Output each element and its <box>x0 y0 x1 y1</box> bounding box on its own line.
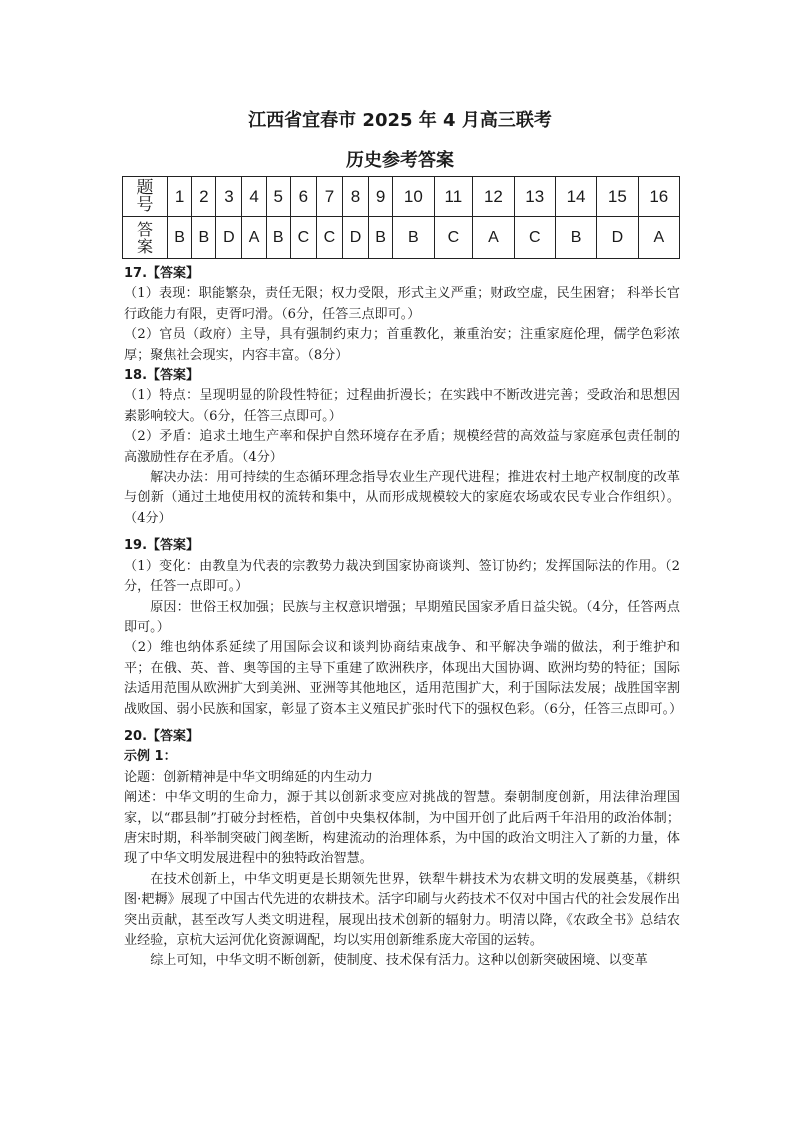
answer-cell: B <box>555 217 596 259</box>
question-number-cell: 1 <box>168 177 192 217</box>
answer-cell: B <box>369 217 393 259</box>
question-number-cell: 7 <box>316 177 342 217</box>
question-number-cell: 8 <box>342 177 368 217</box>
answer-cell: B <box>192 217 216 259</box>
q17-part1: （1）表现：职能繁杂，责任无限；权力受限，形式主义严重；财政空虚，民生困窘； 科举长官行政能力有限，吏胥叼滑。（6分，任答三点即可。） <box>124 286 680 322</box>
answer-table <box>122 176 680 259</box>
q20-para1: 阐述：中华文明的生命力，源于其以创新求变应对挑战的智慧。秦朝制度创新，用法律治理国家，以“郡县制”打破分封桎梏，首创中央集权体制，为中国开创了此后两千年沿用的政治体制；唐宋时期，科举制突破门阀垄断，构建流动的治理体系，为中国的政治文明注入了新的力量，体现了中华文明发展进程中的独特政治智慧。 <box>124 790 680 867</box>
answer-content <box>124 264 683 972</box>
q20-example: 示例 1： <box>124 749 177 765</box>
question-number-cell: 12 <box>473 177 514 217</box>
answer-cell: D <box>597 217 638 259</box>
question-number-row <box>123 177 680 217</box>
q20-para2: 在技术创新上，中华文明更是长期领先世界，铁犁牛耕技术为农耕文明的发展奠基，《耕织图·耙耨》展现了中国古代先进的农耕技术。活字印刷与火药技术不仅对中国古代的社会发展作出突出贡献，甚至改写人类文明进程，展现出技术创新的辐射力。明清以降，《农政全书》总结农业经验，京杭大运河优化资源调配，均以实用创新维系庞大帝国的运转。 <box>124 871 680 948</box>
answer-cell: A <box>242 217 266 259</box>
answer-cell: B <box>168 217 192 259</box>
q18-part1: （1）特点：呈现明显的阶段性特征；过程曲折漫长；在实践中不断改进完善；受政治和思想因素影响较大。（6分，任答三点即可。） <box>124 388 680 424</box>
question-number-cell: 6 <box>290 177 316 217</box>
answer-row <box>123 217 680 259</box>
answer-cell: D <box>216 217 242 259</box>
q17-part2: （2）官员（政府）主导，具有强制约束力；首重教化，兼重治安；注重家庭伦理，儒学色彩浓厚；聚焦社会现实，内容丰富。（8分） <box>124 327 680 363</box>
q19-reason: 原因：世俗王权加强；民族与主权意识增强；早期殖民国家矛盾日益尖锐。（4分，任答两点即可。） <box>124 599 680 635</box>
answer-cell: D <box>342 217 368 259</box>
q19-heading: 19.【答案】 <box>124 538 200 554</box>
answer-cell: A <box>473 217 514 259</box>
question-number-cell: 5 <box>266 177 290 217</box>
answer-cell: C <box>434 217 473 259</box>
q20-heading: 20.【答案】 <box>124 728 200 744</box>
q20-thesis: 论题：创新精神是中华文明绵延的内生动力 <box>124 769 373 785</box>
q19-part1: （1）变化：由教皇为代表的宗教势力裁决到国家协商谈判、签订协约；发挥国际法的作用。（2分，任答一点即可。） <box>124 558 680 595</box>
answer-cell: C <box>514 217 555 259</box>
question-number-cell: 3 <box>216 177 242 217</box>
answer-cell: C <box>290 217 316 259</box>
row-label-answers: 答案 <box>123 217 168 259</box>
page-subtitle: 历史参考答案 <box>346 150 454 171</box>
question-number-cell: 15 <box>597 177 638 217</box>
page-title: 江西省宜春市 2025 年 4 月高三联考 <box>248 110 552 131</box>
question-number-cell: 10 <box>393 177 434 217</box>
question-number-cell: 9 <box>369 177 393 217</box>
question-number-cell: 13 <box>514 177 555 217</box>
question-number-cell: 4 <box>242 177 266 217</box>
answer-cell: A <box>638 217 679 259</box>
answer-cell: B <box>393 217 434 259</box>
question-number-cell: 11 <box>434 177 473 217</box>
answer-cell: C <box>316 217 342 259</box>
q20-para3: 综上可知，中华文明不断创新，使制度、技术保有活力。这种以创新突破困境、以变革 <box>150 953 648 969</box>
answer-cell: B <box>266 217 290 259</box>
question-number-cell: 16 <box>638 177 679 217</box>
q18-solution: 解决办法：用可持续的生态循环理念指导农业生产现代进程；推进农村土地产权制度的改革与创新（通过土地使用权的流转和集中，从而形成规模较大的家庭农场或农民专业合作组织）。（4分） <box>124 470 680 526</box>
q18-part2: （2）矛盾：追求土地生产率和保护自然环境存在矛盾；规模经营的高效益与家庭承包责任制的高激励性存在矛盾。（4分） <box>124 429 680 465</box>
question-number-cell: 14 <box>555 177 596 217</box>
row-label-numbers: 题号 <box>123 177 168 217</box>
q17-heading: 17.【答案】 <box>124 266 200 281</box>
question-number-cell: 2 <box>192 177 216 217</box>
q18-heading: 18.【答案】 <box>124 368 200 384</box>
q19-part2: （2）维也纳体系延续了用国际会议和谈判协商结束战争、和平解决争端的做法，利于维护和平；在俄、英、普、奥等国的主导下重建了欧洲秩序，体现出大国协调、欧洲均势的特征；国际法适用范围从欧洲扩大到美洲、亚洲等其他地区，适用范围扩大，利于国际法发展；战胜国宰割战败国、弱小民族和国家，彰显了资本主义殖民扩张时代下的强权色彩。（6分，任答三点即可。） <box>124 640 683 717</box>
